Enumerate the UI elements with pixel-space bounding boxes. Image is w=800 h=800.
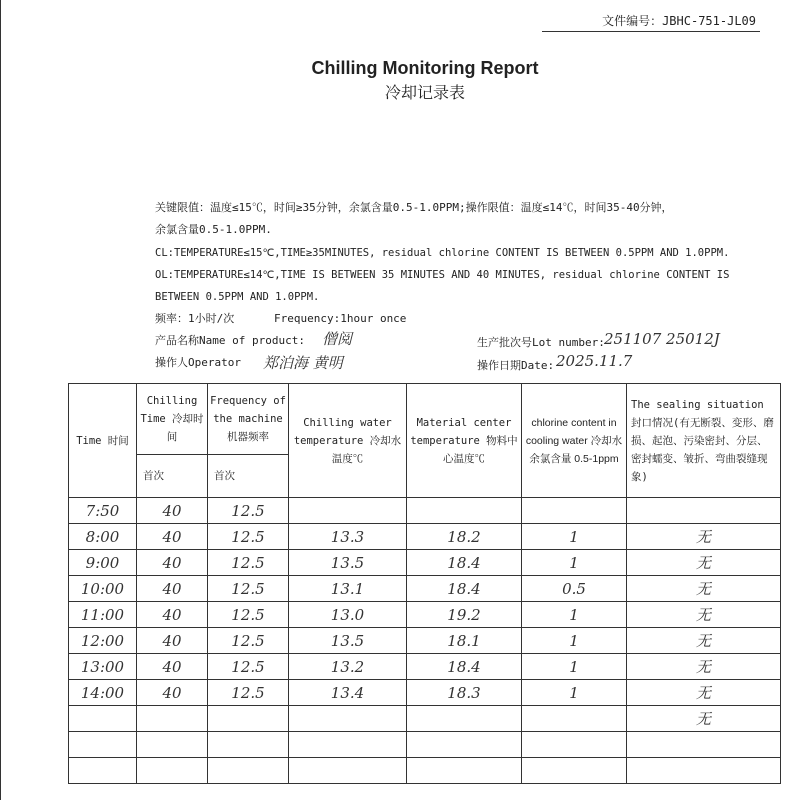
table-row	[69, 758, 781, 784]
cell-chilling-time: 40	[137, 654, 208, 680]
cell-frequency	[208, 732, 289, 758]
lot-label: 生产批次号Lot number:	[477, 336, 605, 349]
cell-water-temp	[289, 498, 407, 524]
cell-sealing: 无	[627, 576, 781, 602]
cell-frequency: 12.5	[208, 576, 289, 602]
cell-frequency: 12.5	[208, 498, 289, 524]
cell-water-temp	[289, 732, 407, 758]
cell-frequency	[208, 706, 289, 732]
cell-center-temp: 18.4	[407, 576, 522, 602]
cell-water-temp: 13.0	[289, 602, 407, 628]
document-number: 文件编号：JBHC-751-JL09	[542, 12, 760, 32]
cell-chlorine: 0.5	[522, 576, 627, 602]
cell-water-temp: 13.2	[289, 654, 407, 680]
table-row	[69, 732, 781, 758]
table-row	[69, 576, 781, 602]
cell-water-temp	[289, 758, 407, 784]
cell-center-temp	[407, 706, 522, 732]
cell-sealing	[627, 498, 781, 524]
cell-water-temp: 13.4	[289, 680, 407, 706]
table-row	[69, 498, 781, 524]
cell-water-temp	[289, 706, 407, 732]
cell-frequency: 12.5	[208, 654, 289, 680]
cell-water-temp: 13.5	[289, 628, 407, 654]
cell-center-temp: 19.2	[407, 602, 522, 628]
table-row	[69, 524, 781, 550]
cell-chlorine: 1	[522, 524, 627, 550]
cell-chlorine	[522, 706, 627, 732]
first-label-2: 首次	[208, 455, 289, 498]
cell-time: 14:00	[69, 680, 137, 706]
cell-chlorine	[522, 732, 627, 758]
chilling-table	[68, 383, 781, 784]
header-sealing: The sealing situation 封口情况(有无断裂、变形、磨损、起泡、污染密封、分层、密封蠕变、皱折、弯曲裂缝现象)	[627, 384, 781, 498]
cell-center-temp	[407, 732, 522, 758]
cell-sealing: 无	[627, 628, 781, 654]
table-row	[69, 706, 781, 732]
header-frequency: Frequency of the machine 机器频率	[208, 384, 289, 455]
header-water-temp: Chilling water temperature 冷却水温度℃	[289, 384, 407, 498]
cell-sealing	[627, 732, 781, 758]
cell-chlorine: 1	[522, 550, 627, 576]
cell-frequency: 12.5	[208, 602, 289, 628]
cell-sealing: 无	[627, 602, 781, 628]
cell-center-temp: 18.2	[407, 524, 522, 550]
cell-frequency: 12.5	[208, 550, 289, 576]
cell-center-temp: 18.4	[407, 550, 522, 576]
cell-chilling-time: 40	[137, 576, 208, 602]
cell-time: 11:00	[69, 602, 137, 628]
cell-center-temp: 18.3	[407, 680, 522, 706]
cell-center-temp: 18.4	[407, 654, 522, 680]
report-title: Chilling Monitoring Report	[311, 58, 539, 78]
cell-water-temp: 13.5	[289, 550, 407, 576]
critical-limits-en: CL:TEMPERATURE≤15℃,TIME≥35MINUTES, residual chlorine CONTENT IS BETWEEN 0.5PPM AND 1.0PPM.	[155, 247, 730, 259]
cell-time: 7:50	[69, 498, 137, 524]
cell-chlorine: 1	[522, 628, 627, 654]
cell-sealing: 无	[627, 524, 781, 550]
cell-time: 10:00	[69, 576, 137, 602]
cell-chilling-time	[137, 732, 208, 758]
first-label-1: 首次	[137, 455, 208, 498]
cell-frequency	[208, 758, 289, 784]
cell-chlorine	[522, 758, 627, 784]
cell-time: 8:00	[69, 524, 137, 550]
report-subtitle: 冷却记录表	[384, 83, 465, 102]
cell-chilling-time: 40	[137, 550, 208, 576]
cell-time: 9:00	[69, 550, 137, 576]
cell-chilling-time: 40	[137, 628, 208, 654]
table-row	[69, 628, 781, 654]
header-chlorine: chlorine content in cooling water 冷却水余氯含量 0.5-1ppm	[522, 384, 627, 498]
cell-time: 13:00	[69, 654, 137, 680]
header-time: Time 时间	[69, 384, 137, 498]
cell-water-temp: 13.1	[289, 576, 407, 602]
header-chilling-time: Chilling Time 冷却时间	[137, 384, 208, 455]
cell-chilling-time	[137, 706, 208, 732]
cell-chlorine: 1	[522, 680, 627, 706]
table-row	[69, 602, 781, 628]
cell-chilling-time	[137, 758, 208, 784]
cell-time	[69, 706, 137, 732]
cell-time	[69, 732, 137, 758]
cell-chlorine: 1	[522, 654, 627, 680]
table-row	[69, 654, 781, 680]
cell-frequency: 12.5	[208, 680, 289, 706]
cell-center-temp	[407, 758, 522, 784]
date-label: 操作日期Date:	[477, 359, 555, 372]
cell-chilling-time: 40	[137, 680, 208, 706]
cell-chilling-time: 40	[137, 524, 208, 550]
product-value: 僧阅	[322, 330, 353, 348]
cell-chilling-time: 40	[137, 602, 208, 628]
product-label: 产品名称Name of product:	[155, 334, 305, 347]
operator-label: 操作人Operator	[155, 356, 241, 369]
cell-time: 12:00	[69, 628, 137, 654]
cell-sealing: 无	[627, 680, 781, 706]
limits-cn-2: 余氯含量0.5-1.0PPM.	[155, 223, 272, 236]
operating-limits-en-2: BETWEEN 0.5PPM AND 1.0PPM.	[155, 291, 320, 303]
cell-chlorine: 1	[522, 602, 627, 628]
table-row	[69, 680, 781, 706]
operating-limits-en-1: OL:TEMPERATURE≤14℃,TIME IS BETWEEN 35 MINUTES AND 40 MINUTES, residual chlorine CONTENT IS	[155, 269, 730, 281]
cell-time	[69, 758, 137, 784]
cell-sealing: 无	[627, 706, 781, 732]
header-center-temp: Material center temperature 物料中心温度℃	[407, 384, 522, 498]
cell-chlorine	[522, 498, 627, 524]
frequency: 频率：1小时/次 Frequency:1hour once	[155, 312, 407, 325]
lot-value: 251107 25012J	[604, 330, 720, 348]
cell-sealing: 无	[627, 654, 781, 680]
limits-cn-1: 关键限值：温度≤15℃，时间≥35分钟，余氯含量0.5-1.0PPM;操作限值：温度≤14℃，时间35-40分钟，	[155, 201, 673, 214]
cell-water-temp: 13.3	[289, 524, 407, 550]
cell-sealing	[627, 758, 781, 784]
cell-sealing: 无	[627, 550, 781, 576]
cell-frequency: 12.5	[208, 628, 289, 654]
operator-value: 郑泊海 黄明	[263, 354, 343, 372]
page-edge	[0, 0, 1, 800]
table-row	[69, 550, 781, 576]
cell-chilling-time: 40	[137, 498, 208, 524]
cell-center-temp: 18.1	[407, 628, 522, 654]
cell-frequency: 12.5	[208, 524, 289, 550]
date-value: 2025.11.7	[556, 352, 633, 370]
cell-center-temp	[407, 498, 522, 524]
